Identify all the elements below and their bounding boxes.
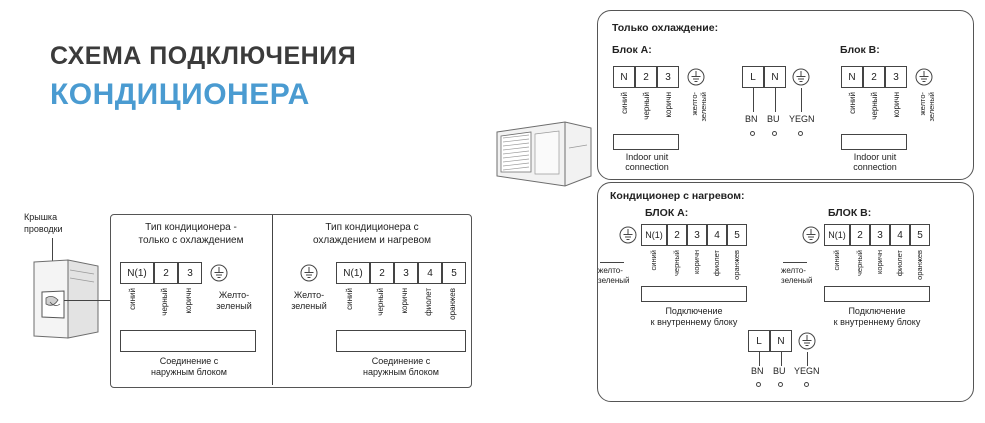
top-block-a-wire-label-1: черный [642, 92, 651, 120]
panel-b-wire-label-3: фиолет [424, 288, 433, 316]
ground-icon-bottom-block-b [802, 226, 820, 244]
bottom-block-a-wire-label-2: коричн [692, 250, 701, 274]
bottom-block-a-wire-label-4: оранжев [732, 250, 741, 280]
cover-label-line-2: проводки [24, 224, 63, 234]
top-block-b-bottom-label-line-1: Indoor unit [853, 152, 897, 162]
bottom-block-b-terminal-1: 2 [850, 224, 870, 246]
bottom-block-a-terminal-2: 3 [687, 224, 707, 246]
top-block-b-header: Блок B: [840, 44, 880, 56]
panel-a-connection-box [120, 330, 256, 352]
bottom-block-a-connection-box [641, 286, 747, 302]
page-title-line-1: СХЕМА ПОДКЛЮЧЕНИЯ [50, 42, 357, 70]
ground-icon-bottom-supply [798, 332, 816, 350]
panel-a-header-line-1: Тип кондиционера - [145, 222, 237, 233]
bottom-block-a-bottom-label-line-1: Подключение [665, 306, 723, 316]
panel-a-bottom-label-line-2: наружным блоком [151, 367, 227, 377]
left-panel-divider [272, 215, 273, 385]
bottom-block-a-terminal-3: 4 [707, 224, 727, 246]
top-supply-dot-2 [798, 131, 803, 136]
bottom-block-b-terminal-0: N(1) [824, 224, 850, 246]
panel-b-wire-label-2: коричн [400, 288, 409, 314]
ground-icon-panel-a [210, 264, 228, 282]
top-block-b-bottom-label-line-2: connection [853, 162, 897, 172]
panel-b-ground-label-line-2: зеленый [291, 301, 327, 311]
indoor-unit-illustration [28, 258, 106, 344]
top-block-b-terminal-1: 2 [863, 66, 885, 88]
right-bottom-panel-title: Кондиционер с нагревом: [610, 190, 745, 202]
bottom-block-b-ground-leader [783, 262, 807, 263]
bottom-block-a-bottom-label-line-2: к внутреннему блоку [650, 317, 738, 327]
bottom-block-a-terminal-1: 2 [667, 224, 687, 246]
bottom-supply-wire-1 [781, 352, 782, 366]
panel-a-wire-label-1: черный [160, 288, 169, 316]
panel-a-header-line-2: только с охлаждением [138, 235, 244, 246]
bottom-block-a-ground-label-line-1: желто- [598, 266, 623, 275]
bottom-supply-terminal-0: L [748, 330, 770, 352]
bottom-block-b-connection-box [824, 286, 930, 302]
top-block-a-ground-label-line-2: зеленый [699, 92, 708, 122]
bottom-supply-dot-2 [804, 382, 809, 387]
panel-b-bottom-label-line-1: Соединение с [371, 356, 431, 366]
panel-a-terminal-0: N(1) [120, 262, 154, 284]
panel-b-terminal-0: N(1) [336, 262, 370, 284]
panel-b-bottom-label-line-2: наружным блоком [363, 367, 439, 377]
bottom-supply-dot-0 [756, 382, 761, 387]
panel-a-bottom-label-line-1: Соединение с [159, 356, 219, 366]
bottom-block-a-wire-label-1: черный [672, 250, 681, 276]
cover-label-line-1: Крышка [24, 212, 58, 222]
top-block-a-terminal-1: 2 [635, 66, 657, 88]
panel-b-header-line-2: охлаждением и нагревом [312, 235, 432, 246]
top-block-a-bottom-label-line-1: Indoor unit [625, 152, 669, 162]
panel-b-connection-box [336, 330, 466, 352]
panel-a-terminal-1: 2 [154, 262, 178, 284]
panel-a-wire-label-2: коричн [184, 288, 193, 314]
bottom-supply-label-2: YEGN [794, 366, 820, 376]
bottom-block-b-ground-label-line-2: зеленый [781, 276, 813, 285]
top-block-b-wire-label-2: коричн [892, 92, 901, 118]
ground-icon-top-block-a [687, 68, 705, 86]
bottom-block-b-wire-label-4: оранжев [915, 250, 924, 280]
bottom-supply-label-1: BU [773, 366, 786, 376]
top-block-b-ground-label-line-2: зеленый [927, 92, 936, 122]
bottom-block-a-ground-label-line-2: зеленый [598, 276, 630, 285]
bottom-block-b-terminal-3: 4 [890, 224, 910, 246]
panel-b-wire-label-4: оранжев [448, 288, 457, 320]
panel-a-ground-label-line-2: зеленый [216, 301, 252, 311]
top-block-b-terminal-0: N [841, 66, 863, 88]
top-supply-label-1: BU [767, 114, 780, 124]
ground-icon-panel-b [300, 264, 318, 282]
bottom-block-a-terminal-0: N(1) [641, 224, 667, 246]
bottom-block-b-wire-label-1: черный [855, 250, 864, 276]
top-block-b-wire-label-0: синий [848, 92, 857, 114]
bottom-supply-wire-0 [759, 352, 760, 366]
bottom-block-b-terminal-4: 5 [910, 224, 930, 246]
bottom-supply-dot-1 [778, 382, 783, 387]
panel-a-terminal-2: 3 [178, 262, 202, 284]
top-supply-dot-0 [750, 131, 755, 136]
top-supply-wire-2 [801, 88, 802, 112]
bottom-block-b-header: БЛОК B: [828, 207, 872, 219]
panel-b-header-line-1: Тип кондиционера с [325, 222, 419, 233]
panel-a-ground-label-line-1: Желто- [218, 290, 250, 300]
top-supply-dot-1 [772, 131, 777, 136]
top-block-b-terminal-2: 3 [885, 66, 907, 88]
bottom-block-a-wire-label-3: фиолет [712, 250, 721, 277]
panel-a-wire-label-0: синий [128, 288, 137, 310]
bottom-block-a-terminal-4: 5 [727, 224, 747, 246]
top-block-a-ground-label-line-1: желто- [690, 92, 699, 116]
top-block-a-terminal-0: N [613, 66, 635, 88]
unit-to-panel-leader [64, 300, 112, 301]
top-supply-label-0: BN [745, 114, 758, 124]
page-title-line-2: КОНДИЦИОНЕРА [50, 78, 310, 111]
top-block-b-wire-label-1: черный [870, 92, 879, 120]
top-block-b-connection-box [841, 134, 907, 150]
panel-b-terminal-2: 3 [394, 262, 418, 284]
bottom-supply-label-0: BN [751, 366, 764, 376]
panel-b-terminal-4: 5 [442, 262, 466, 284]
ground-icon-bottom-block-a [619, 226, 637, 244]
right-top-panel-title: Только охлаждение: [612, 22, 719, 34]
top-block-a-wire-label-2: коричн [664, 92, 673, 118]
bottom-block-b-wire-label-2: коричн [875, 250, 884, 274]
top-supply-terminal-0: L [742, 66, 764, 88]
top-block-a-connection-box [613, 134, 679, 150]
panel-b-ground-label-line-1: Желто- [293, 290, 325, 300]
bottom-block-b-ground-label-line-1: желто- [781, 266, 806, 275]
bottom-supply-wire-2 [807, 352, 808, 366]
top-supply-wire-1 [775, 88, 776, 112]
ground-icon-top-block-b [915, 68, 933, 86]
bottom-block-a-wire-label-0: синий [649, 250, 658, 271]
bottom-block-b-bottom-label-line-2: к внутреннему блоку [833, 317, 921, 327]
top-supply-terminal-1: N [764, 66, 786, 88]
outdoor-unit-illustration [495, 118, 593, 190]
ground-icon-top-supply [792, 68, 810, 86]
top-block-a-wire-label-0: синий [620, 92, 629, 114]
panel-b-terminal-1: 2 [370, 262, 394, 284]
top-supply-label-2: YEGN [789, 114, 815, 124]
bottom-block-b-wire-label-3: фиолет [895, 250, 904, 277]
bottom-block-a-ground-leader [600, 262, 624, 263]
bottom-block-b-terminal-2: 3 [870, 224, 890, 246]
top-block-a-terminal-2: 3 [657, 66, 679, 88]
bottom-block-b-wire-label-0: синий [832, 250, 841, 271]
top-block-b-ground-label-line-1: желто- [918, 92, 927, 116]
panel-b-wire-label-1: черный [376, 288, 385, 316]
panel-b-wire-label-0: синий [345, 288, 354, 310]
top-block-a-header: Блок A: [612, 44, 652, 56]
bottom-block-a-header: БЛОК A: [645, 207, 689, 219]
top-supply-wire-0 [753, 88, 754, 112]
bottom-block-b-bottom-label-line-1: Подключение [848, 306, 906, 316]
bottom-supply-terminal-1: N [770, 330, 792, 352]
top-block-a-bottom-label-line-2: connection [625, 162, 669, 172]
panel-b-terminal-3: 4 [418, 262, 442, 284]
